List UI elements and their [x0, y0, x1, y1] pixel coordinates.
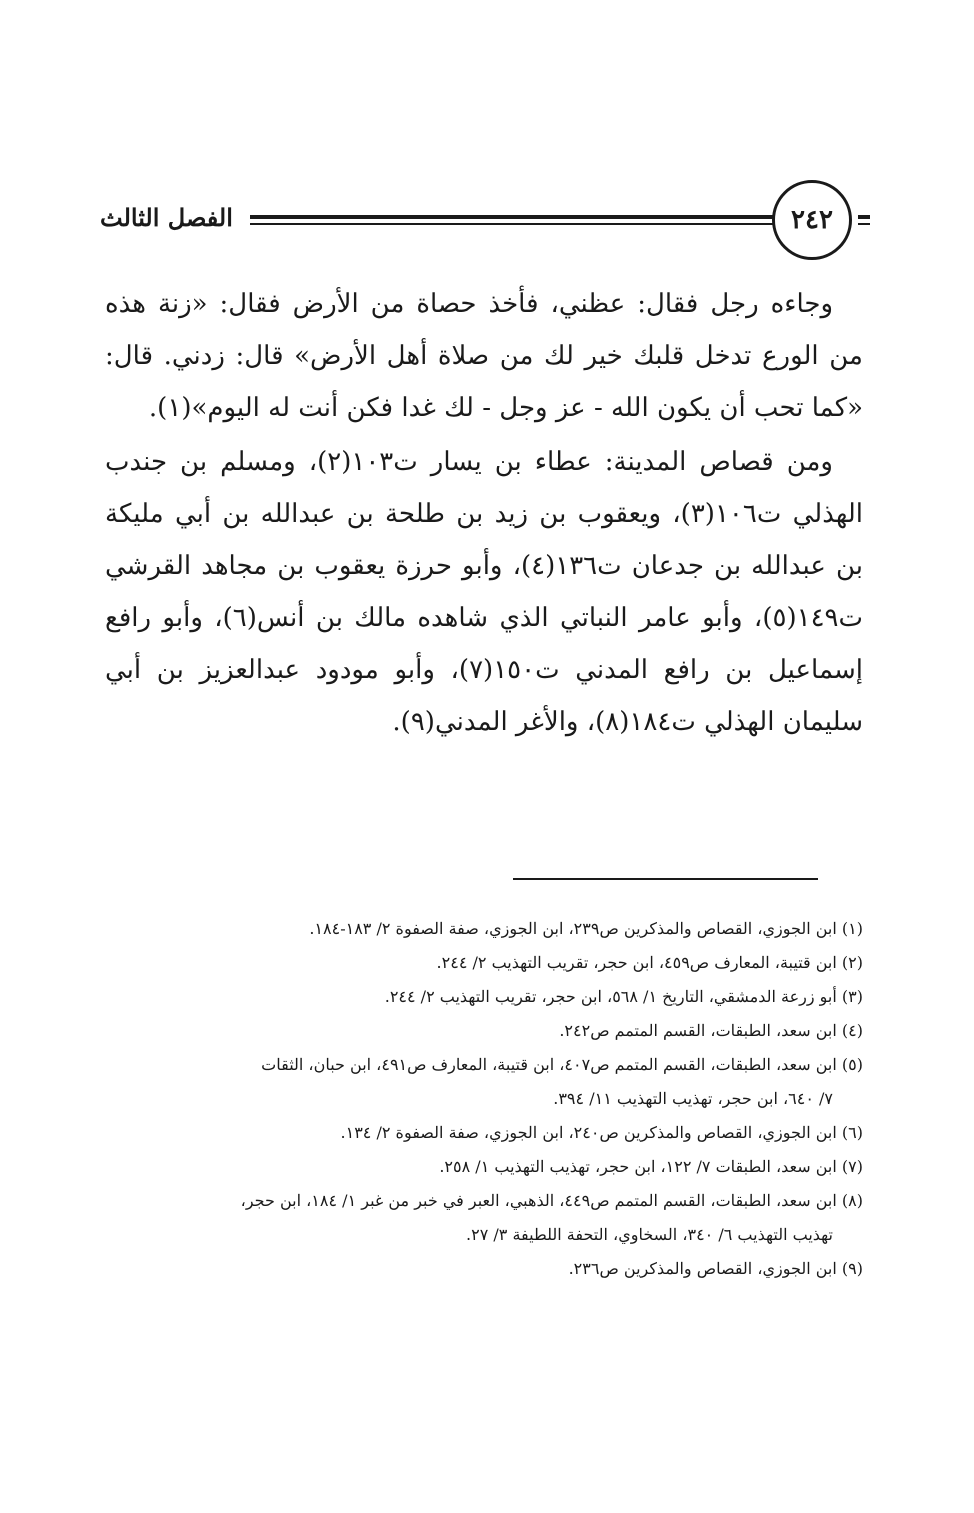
page-header: [100, 180, 870, 260]
footnote-5: [105, 1048, 863, 1116]
footnote-text: (٦) ابن الجوزي، القصاص والمذكرين ص٢٤٠، ابن الجوزي، صفة الصفوة ٢/ ١٣٤.: [340, 1123, 863, 1142]
page-number-badge: [772, 180, 852, 260]
footnote-text: (١) ابن الجوزي، القصاص والمذكرين ص٢٣٩، ابن الجوزي، صفة الصفوة ٢/ ١٨٣-١٨٤.: [309, 919, 863, 938]
footnote-text: (٥) ابن سعد، الطبقات، القسم المتمم ص٤٠٧، ابن قتيبة، المعارف ص٤٩١، ابن حبان، الثقات: [261, 1055, 863, 1074]
footnote-text: (٧) ابن سعد، الطبقات ٧/ ١٢٢، ابن حجر، تهذيب التهذيب ١/ ٢٥٨.: [439, 1157, 863, 1176]
footnote-3: [105, 980, 863, 1014]
footnote-9: [105, 1252, 863, 1286]
footnote-6: [105, 1116, 863, 1150]
paragraph-2: ومن قصاص المدينة: عطاء بن يسار ت١٠٣(٢)، ومسلم بن جندب الهذلي ت١٠٦(٣)، ويعقوب بن زيد بن طلحة بن عبدالله بن أبي مليكة بن عبدالله بن جدعان ت١٣٦(٤)، وأبو حرزة يعقوب بن مجاهد القرشي ت١٤٩(٥)، وأبو عامر النباتي الذي شاهده مالك بن أنس(٦)، وأبو رافع إسماعيل بن رافع المدني ت١٥٠(٧)، وأبو مودود عبدالعزيز بن أبي سليمان الهذلي ت١٨٤(٨)، والأغر المدني(٩).: [105, 447, 863, 737]
chapter-title: الفصل الثالث: [100, 203, 233, 232]
header-rule-end-thin: [858, 223, 870, 225]
footnote-continuation: ٧/ ٦٤٠، ابن حجر، تهذيب التهذيب ١١/ ٣٩٤.: [553, 1089, 833, 1108]
footnote-text: (٢) ابن قتيبة، المعارف ص٤٥٩، ابن حجر، تقريب التهذيب ٢/ ٢٤٤.: [436, 953, 863, 972]
footnote-text: (٨) ابن سعد، الطبقات، القسم المتمم ص٤٤٩، الذهبي، العبر في خبر من غبر ١/ ١٨٤، ابن حجر،: [240, 1191, 863, 1210]
footnote-text: (٣) أبو زرعة الدمشقي، التاريخ ١/ ٥٦٨، ابن حجر، تقريب التهذيب ٢/ ٢٤٤.: [384, 987, 863, 1006]
header-rule-end-thick: [858, 215, 870, 219]
footnote-separator: [513, 878, 818, 880]
footnotes: [105, 912, 863, 1286]
footnote-4: [105, 1014, 863, 1048]
footnote-2: [105, 946, 863, 980]
footnote-8: [105, 1184, 863, 1252]
main-text: [105, 278, 863, 748]
footnote-text: (٤) ابن سعد، الطبقات، القسم المتمم ص٢٤٢.: [559, 1021, 863, 1040]
header-rule-thick: [250, 215, 778, 219]
footnote-7: [105, 1150, 863, 1184]
page-number: ٢٤٢: [791, 205, 833, 235]
footnote-text: (٩) ابن الجوزي، القصاص والمذكرين ص٢٣٦.: [568, 1259, 863, 1278]
footnote-continuation: تهذيب التهذيب ٦/ ٣٤٠، السخاوي، التحفة اللطيفة ٣/ ٢٧.: [466, 1225, 833, 1244]
header-rule-thin: [250, 223, 778, 225]
footnote-1: [105, 912, 863, 946]
paragraph-1: وجاءه رجل فقال: عظني، فأخذ حصاة من الأرض فقال: «زنة هذه من الورع تدخل قلبك خير لك من صلاة أهل الأرض» قال: زدني. قال: «كما تحب أن يكون الله - عز وجل - لك غدا فكن أنت له اليوم»(١).: [105, 289, 863, 423]
